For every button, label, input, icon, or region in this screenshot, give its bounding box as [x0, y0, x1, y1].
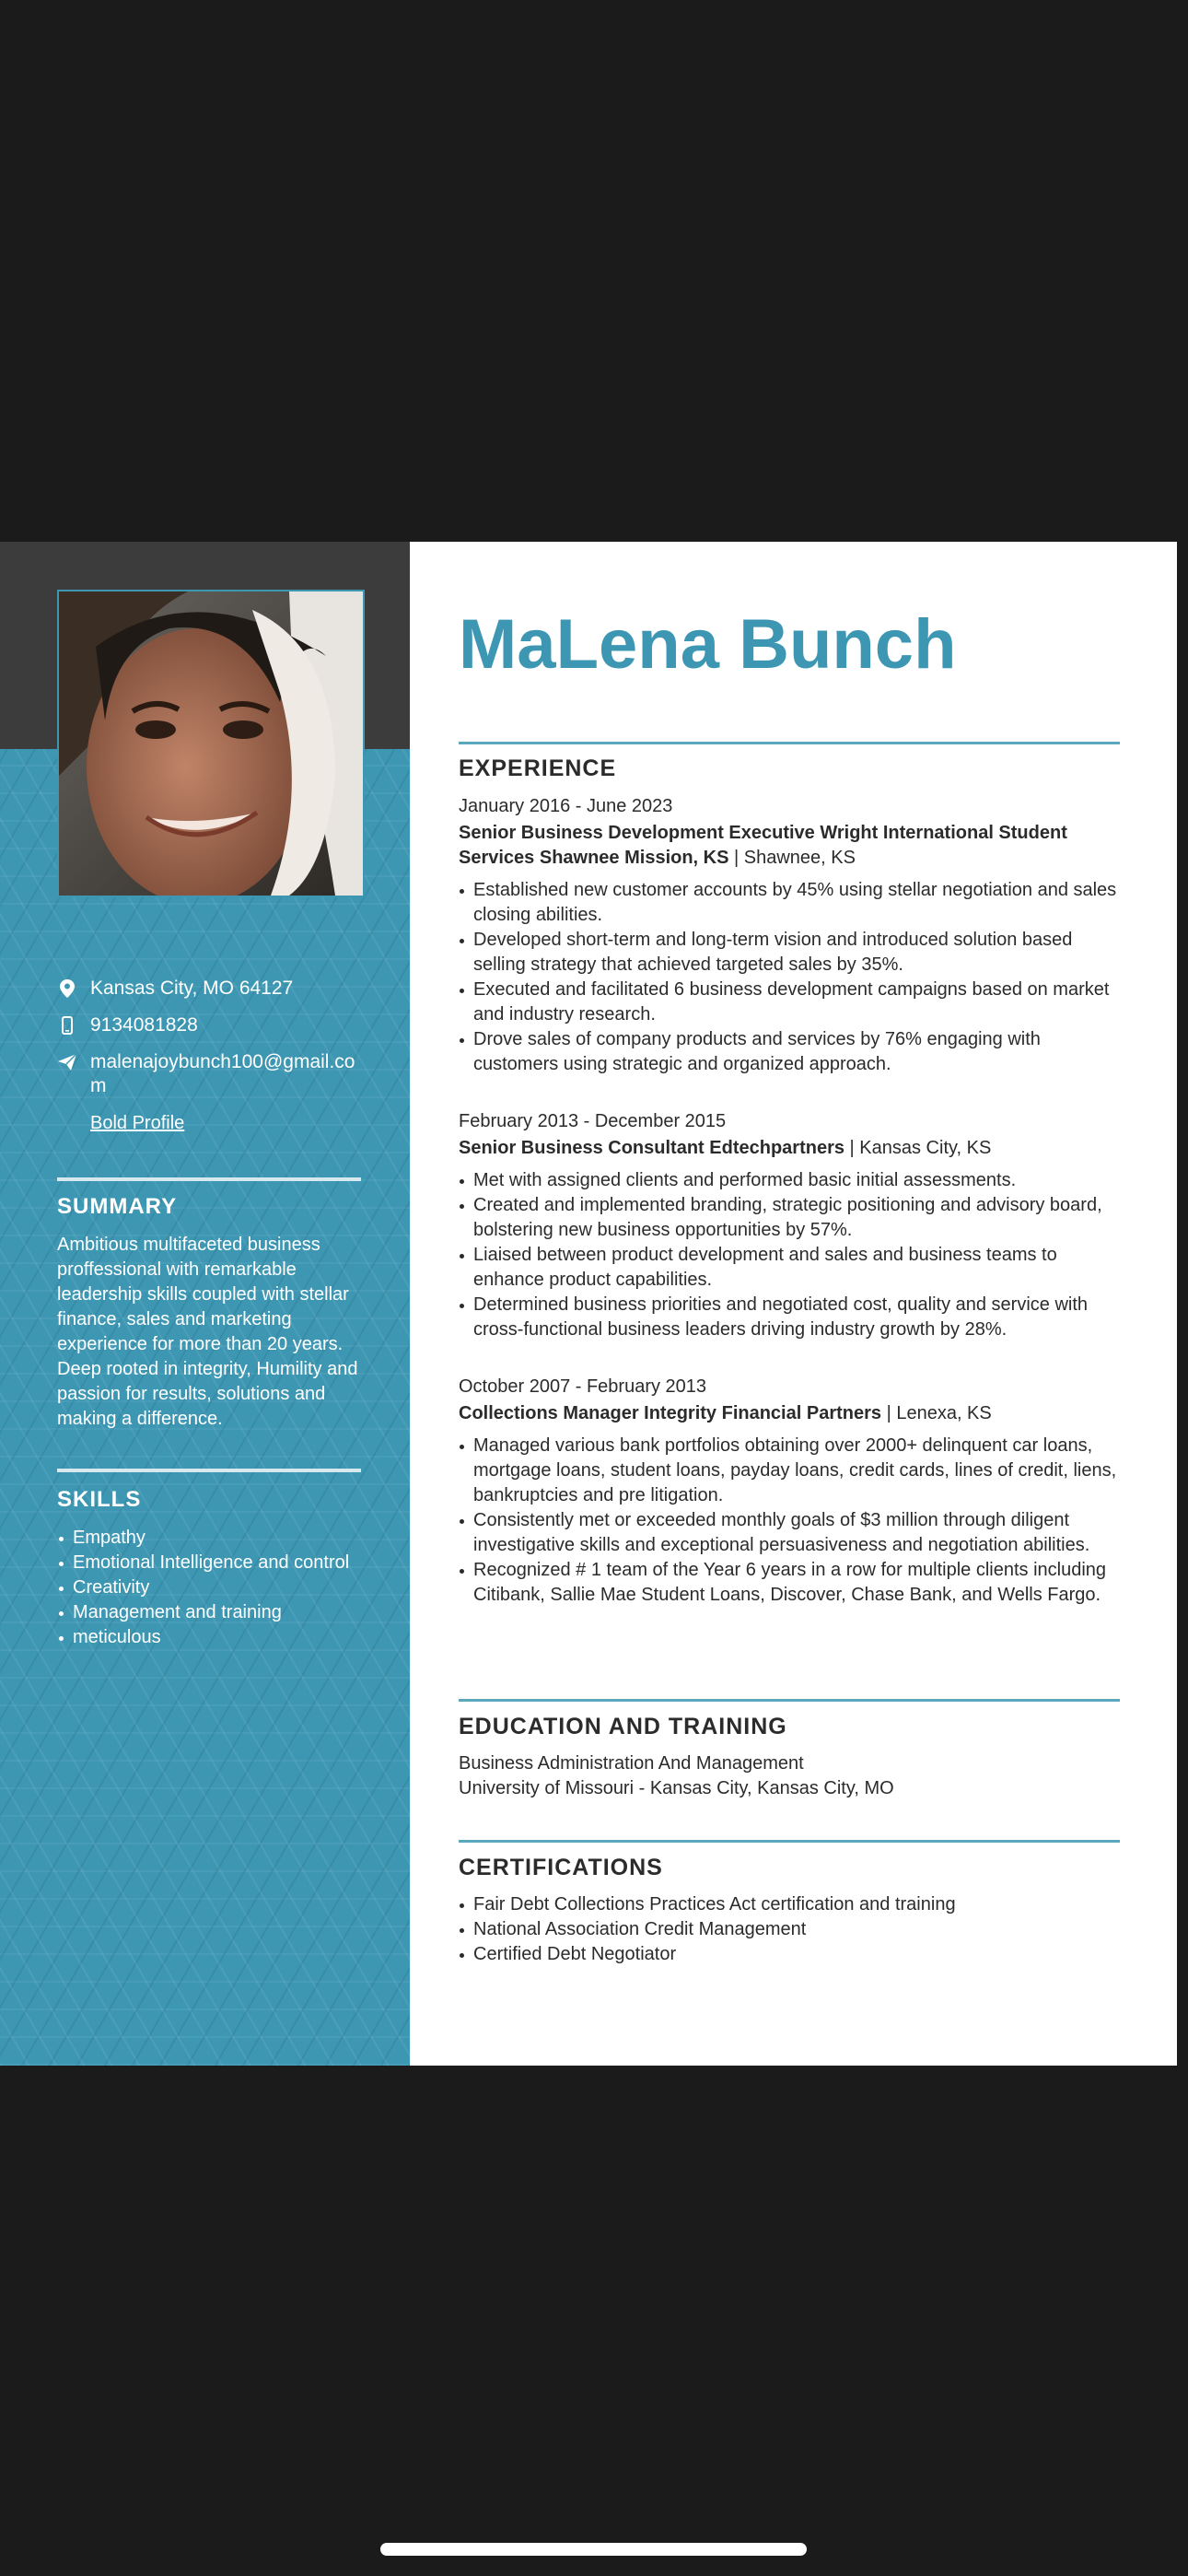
job-bullets [459, 878, 1120, 1077]
job-entry-3 [459, 1375, 1120, 1608]
home-indicator[interactable] [380, 2543, 807, 2556]
send-email-icon [57, 1050, 77, 1074]
education-school: University of Missouri - Kansas City, Kansas City, MO [459, 1778, 894, 1798]
contact-phone [57, 1013, 370, 1037]
education-heading: EDUCATION AND TRAINING [459, 1714, 787, 1739]
location-pin-icon [57, 977, 77, 1001]
job-bullet: Determined business priorities and negotiated cost, quality and service with cross-functional business leaders driving industry growth by 28%. [459, 1293, 1120, 1342]
job-title: Senior Business Consultant Edtechpartners [459, 1138, 844, 1158]
job-entry-2 [459, 1109, 1120, 1342]
job-bullet: Met with assigned clients and performed basic initial assessments. [459, 1168, 1120, 1193]
skills-list [57, 1526, 361, 1650]
job-title: Collections Manager Integrity Financial Partners [459, 1403, 882, 1423]
sidebar [0, 542, 410, 2066]
job-bullet: Drove sales of company products and services by 76% engaging with customers using strategic and organized approach. [459, 1027, 1120, 1077]
job-bullets [459, 1168, 1120, 1342]
skill-item: Creativity [57, 1575, 361, 1600]
summary-text: Ambitious multifaceted business proffessional with remarkable leadership skills coupled with stellar finance, sales and marketing experience for more than 20 years. Deep rooted in integrity, Humility and passion for results, solutions and making a difference. [57, 1235, 358, 1429]
job-title-line [459, 821, 1120, 871]
phone-text: 9134081828 [90, 1014, 198, 1036]
candidate-name: MaLena Bunch [459, 605, 957, 684]
certification-item: Fair Debt Collections Practices Act certification and training [459, 1892, 1120, 1917]
education-divider [459, 1699, 1120, 1702]
job-bullet: Recognized # 1 team of the Year 6 years in a row for multiple clients including Citibank, Sallie Mae Student Loans, Discover, Chase Bank, and Wells Fargo. [459, 1558, 1120, 1608]
experience-divider [459, 742, 1120, 744]
contact-location [57, 977, 370, 1001]
contact-info [57, 977, 370, 1134]
phone-icon [57, 1013, 77, 1037]
skill-item: Empathy [57, 1526, 361, 1551]
job-dates: January 2016 - June 2023 [459, 796, 673, 816]
job-bullet: Consistently met or exceeded monthly goals of $3 million through diligent investigative skills and exceptional persuasiveness and negotiation abilities. [459, 1508, 1120, 1558]
skill-item: Management and training [57, 1600, 361, 1625]
job-bullet: Created and implemented branding, strategic positioning and advisory board, bolstering new business opportunities by 57%. [459, 1193, 1120, 1243]
email-text[interactable]: malenajoybunch100@gmail.com [90, 1051, 355, 1096]
job-bullet: Established new customer accounts by 45% using stellar negotiation and sales closing abilities. [459, 878, 1120, 928]
job-dates: October 2007 - February 2013 [459, 1376, 707, 1397]
profile-photo [57, 590, 365, 897]
job-title: Senior Business Development Executive Wright International Student Services Shawnee Mission, KS [459, 823, 1067, 868]
certifications-heading: CERTIFICATIONS [459, 1855, 663, 1880]
education-entry [459, 1751, 1120, 1801]
job-bullet: Liaised between product development and sales and business teams to enhance product capabilities. [459, 1243, 1120, 1293]
education-degree: Business Administration And Management [459, 1753, 804, 1774]
location-text: Kansas City, MO 64127 [90, 978, 294, 999]
skills-divider [57, 1469, 361, 1472]
job-title-line [459, 1136, 1120, 1161]
skill-item: meticulous [57, 1625, 361, 1650]
certification-item: National Association Credit Management [459, 1917, 1120, 1942]
contact-email [57, 1050, 370, 1098]
bold-profile-link[interactable]: Bold Profile [90, 1113, 185, 1133]
job-title-line [459, 1401, 1120, 1426]
job-bullet: Managed various bank portfolios obtaining over 2000+ delinquent car loans, mortgage loans, student loans, payday loans, credit cards, lines of credit, liens, bankruptcies and pre litigation. [459, 1434, 1120, 1508]
job-location: | Kansas City, KS [844, 1138, 992, 1158]
summary-divider [57, 1177, 361, 1181]
job-entry-1 [459, 794, 1120, 1077]
certifications-list [459, 1892, 1120, 1967]
certification-item: Certified Debt Negotiator [459, 1942, 1120, 1967]
job-bullet: Executed and facilitated 6 business development campaigns based on market and industry research. [459, 978, 1120, 1027]
resume-page [0, 542, 1177, 2066]
skill-item: Emotional Intelligence and control [57, 1551, 361, 1575]
job-location: | Lenexa, KS [881, 1403, 992, 1423]
certifications-divider [459, 1840, 1120, 1843]
job-bullets [459, 1434, 1120, 1608]
experience-heading: EXPERIENCE [459, 755, 617, 781]
job-bullet: Developed short-term and long-term vision and introduced solution based selling strategy that achieved targeted sales by 35%. [459, 928, 1120, 978]
job-location: | Shawnee, KS [728, 848, 856, 868]
certifications-entry [459, 1892, 1120, 1967]
skills-heading: SKILLS [57, 1487, 142, 1512]
job-dates: February 2013 - December 2015 [459, 1111, 727, 1131]
summary-heading: SUMMARY [57, 1194, 178, 1219]
